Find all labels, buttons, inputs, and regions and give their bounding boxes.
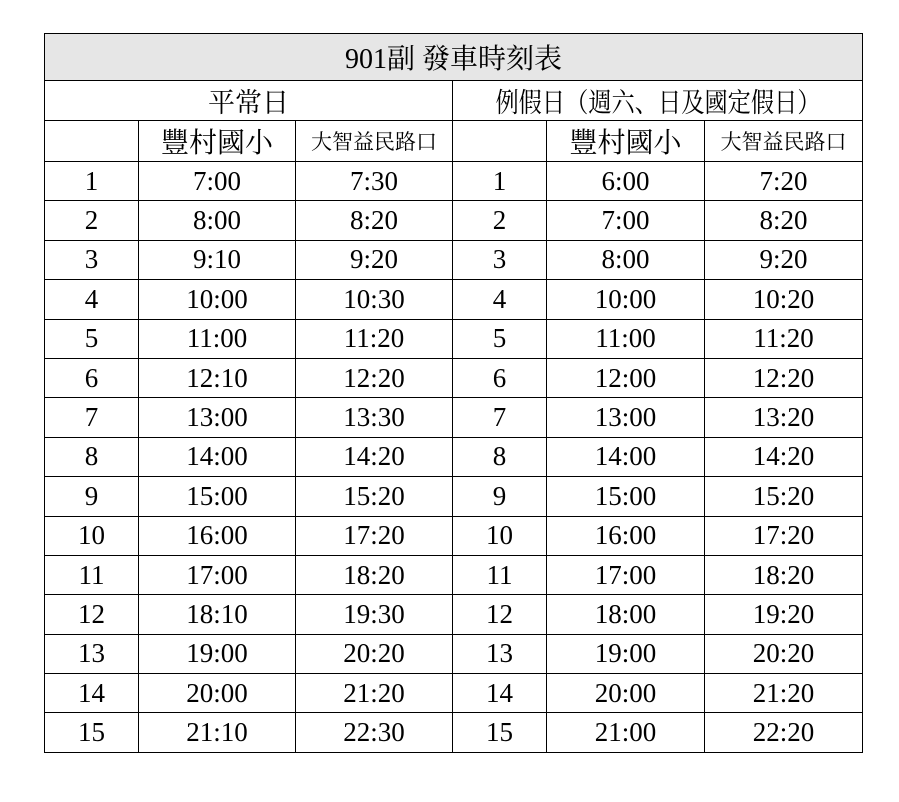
weekday-time-stop-a: 9:10 xyxy=(139,240,296,279)
holiday-time-stop-b: 20:20 xyxy=(705,634,863,673)
holiday-trip-number: 13 xyxy=(453,634,547,673)
table-row xyxy=(45,280,863,319)
holiday-trip-number: 9 xyxy=(453,477,547,516)
weekday-stop-a: 豐村國小 xyxy=(139,121,296,162)
holiday-time-stop-a: 13:00 xyxy=(547,398,705,437)
holiday-time-stop-a: 21:00 xyxy=(547,713,705,752)
weekday-time-stop-b: 15:20 xyxy=(296,477,453,516)
holiday-number-header xyxy=(453,121,547,162)
weekday-stop-b: 大智益民路口 xyxy=(296,121,453,162)
holiday-time-stop-a: 11:00 xyxy=(547,319,705,358)
table-row xyxy=(45,240,863,279)
table-row xyxy=(45,437,863,476)
holiday-trip-number: 15 xyxy=(453,713,547,752)
table-row xyxy=(45,319,863,358)
timetable-title: 901副 發車時刻表 xyxy=(45,34,863,81)
holiday-time-stop-a: 12:00 xyxy=(547,358,705,397)
holiday-time-stop-a: 15:00 xyxy=(547,477,705,516)
holiday-time-stop-a: 14:00 xyxy=(547,437,705,476)
weekday-time-stop-a: 7:00 xyxy=(139,162,296,201)
table-row xyxy=(45,595,863,634)
weekday-trip-number: 15 xyxy=(45,713,139,752)
weekday-section-label: 平常日 xyxy=(45,81,453,121)
section-row xyxy=(45,81,863,121)
weekday-time-stop-a: 14:00 xyxy=(139,437,296,476)
weekday-trip-number: 11 xyxy=(45,555,139,594)
timetable xyxy=(44,33,863,753)
weekday-time-stop-a: 13:00 xyxy=(139,398,296,437)
weekday-time-stop-b: 13:30 xyxy=(296,398,453,437)
weekday-time-stop-b: 10:30 xyxy=(296,280,453,319)
holiday-time-stop-b: 21:20 xyxy=(705,674,863,713)
holiday-time-stop-b: 22:20 xyxy=(705,713,863,752)
holiday-trip-number: 12 xyxy=(453,595,547,634)
table-row xyxy=(45,358,863,397)
weekday-time-stop-b: 18:20 xyxy=(296,555,453,594)
holiday-time-stop-a: 8:00 xyxy=(547,240,705,279)
holiday-time-stop-b: 13:20 xyxy=(705,398,863,437)
table-row xyxy=(45,634,863,673)
holiday-trip-number: 2 xyxy=(453,201,547,240)
weekday-trip-number: 1 xyxy=(45,162,139,201)
weekday-trip-number: 5 xyxy=(45,319,139,358)
weekday-time-stop-b: 17:20 xyxy=(296,516,453,555)
holiday-trip-number: 11 xyxy=(453,555,547,594)
holiday-time-stop-a: 16:00 xyxy=(547,516,705,555)
weekday-time-stop-a: 11:00 xyxy=(139,319,296,358)
holiday-time-stop-a: 6:00 xyxy=(547,162,705,201)
table-row xyxy=(45,162,863,201)
holiday-stop-a: 豐村國小 xyxy=(547,121,705,162)
weekday-time-stop-a: 8:00 xyxy=(139,201,296,240)
holiday-time-stop-a: 18:00 xyxy=(547,595,705,634)
weekday-time-stop-a: 16:00 xyxy=(139,516,296,555)
holiday-time-stop-b: 11:20 xyxy=(705,319,863,358)
holiday-trip-number: 1 xyxy=(453,162,547,201)
holiday-section-label xyxy=(453,81,863,121)
weekday-trip-number: 7 xyxy=(45,398,139,437)
weekday-time-stop-a: 20:00 xyxy=(139,674,296,713)
table-row xyxy=(45,555,863,594)
holiday-time-stop-b: 8:20 xyxy=(705,201,863,240)
holiday-trip-number: 7 xyxy=(453,398,547,437)
weekday-time-stop-b: 7:30 xyxy=(296,162,453,201)
table-row xyxy=(45,201,863,240)
holiday-trip-number: 8 xyxy=(453,437,547,476)
weekday-time-stop-a: 17:00 xyxy=(139,555,296,594)
holiday-time-stop-b: 12:20 xyxy=(705,358,863,397)
weekday-time-stop-b: 19:30 xyxy=(296,595,453,634)
timetable-body xyxy=(45,34,863,753)
weekday-trip-number: 12 xyxy=(45,595,139,634)
weekday-time-stop-a: 21:10 xyxy=(139,713,296,752)
weekday-time-stop-b: 20:20 xyxy=(296,634,453,673)
holiday-trip-number: 14 xyxy=(453,674,547,713)
weekday-trip-number: 8 xyxy=(45,437,139,476)
weekday-time-stop-b: 11:20 xyxy=(296,319,453,358)
holiday-trip-number: 10 xyxy=(453,516,547,555)
weekday-time-stop-a: 10:00 xyxy=(139,280,296,319)
holiday-time-stop-b: 18:20 xyxy=(705,555,863,594)
weekday-trip-number: 3 xyxy=(45,240,139,279)
holiday-stop-b: 大智益民路口 xyxy=(705,121,863,162)
holiday-time-stop-b: 15:20 xyxy=(705,477,863,516)
weekday-time-stop-a: 15:00 xyxy=(139,477,296,516)
table-row xyxy=(45,477,863,516)
holiday-trip-number: 4 xyxy=(453,280,547,319)
weekday-trip-number: 10 xyxy=(45,516,139,555)
weekday-time-stop-b: 14:20 xyxy=(296,437,453,476)
weekday-trip-number: 4 xyxy=(45,280,139,319)
weekday-trip-number: 14 xyxy=(45,674,139,713)
table-row xyxy=(45,674,863,713)
holiday-time-stop-a: 10:00 xyxy=(547,280,705,319)
weekday-trip-number: 13 xyxy=(45,634,139,673)
title-row xyxy=(45,34,863,81)
holiday-time-stop-a: 19:00 xyxy=(547,634,705,673)
table-row xyxy=(45,713,863,752)
stop-header-row xyxy=(45,121,863,162)
holiday-section-label-text: 例假日（週六、日及國定假日） xyxy=(494,88,821,118)
holiday-time-stop-a: 20:00 xyxy=(547,674,705,713)
holiday-time-stop-b: 9:20 xyxy=(705,240,863,279)
weekday-number-header xyxy=(45,121,139,162)
weekday-trip-number: 6 xyxy=(45,358,139,397)
weekday-time-stop-a: 12:10 xyxy=(139,358,296,397)
weekday-time-stop-b: 8:20 xyxy=(296,201,453,240)
holiday-time-stop-b: 17:20 xyxy=(705,516,863,555)
table-row xyxy=(45,516,863,555)
holiday-trip-number: 6 xyxy=(453,358,547,397)
holiday-time-stop-b: 19:20 xyxy=(705,595,863,634)
weekday-time-stop-a: 19:00 xyxy=(139,634,296,673)
weekday-time-stop-a: 18:10 xyxy=(139,595,296,634)
weekday-time-stop-b: 9:20 xyxy=(296,240,453,279)
holiday-trip-number: 5 xyxy=(453,319,547,358)
weekday-trip-number: 9 xyxy=(45,477,139,516)
holiday-time-stop-a: 17:00 xyxy=(547,555,705,594)
holiday-time-stop-a: 7:00 xyxy=(547,201,705,240)
table-row xyxy=(45,398,863,437)
weekday-trip-number: 2 xyxy=(45,201,139,240)
holiday-time-stop-b: 14:20 xyxy=(705,437,863,476)
weekday-time-stop-b: 12:20 xyxy=(296,358,453,397)
holiday-time-stop-b: 7:20 xyxy=(705,162,863,201)
weekday-time-stop-b: 21:20 xyxy=(296,674,453,713)
holiday-time-stop-b: 10:20 xyxy=(705,280,863,319)
weekday-time-stop-b: 22:30 xyxy=(296,713,453,752)
holiday-trip-number: 3 xyxy=(453,240,547,279)
